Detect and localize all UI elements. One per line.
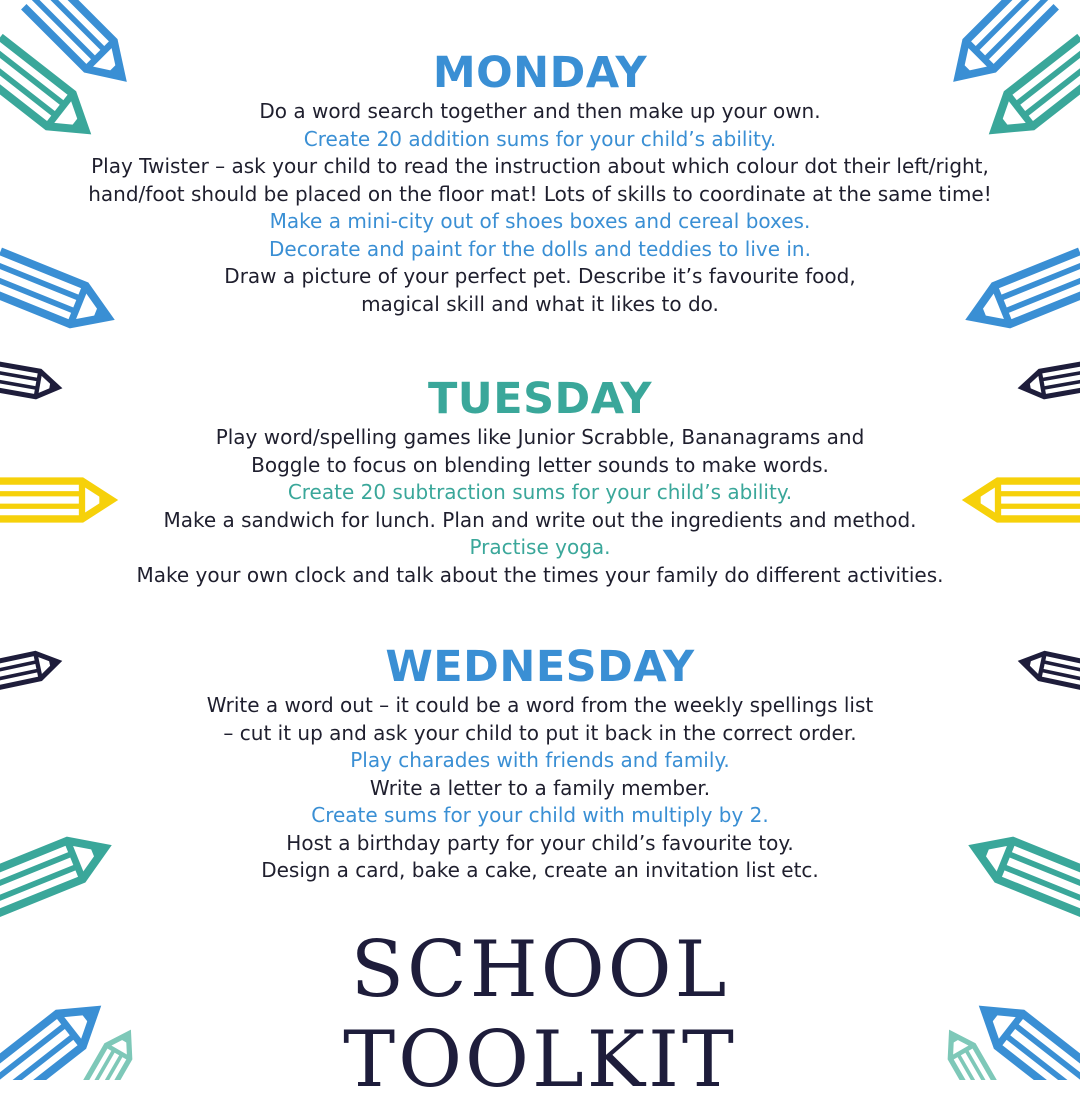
monday-section bbox=[60, 48, 1020, 318]
activity-line: Decorate and paint for the dolls and teddies to live in. bbox=[269, 236, 811, 261]
activity-line: Draw a picture of your perfect pet. Describe it’s favourite food, bbox=[224, 264, 856, 288]
pencil-icon bbox=[972, 994, 1080, 1080]
activity-line: Make a mini-city out of shoes boxes and cereal boxes. bbox=[269, 209, 811, 233]
activity-line: magical skill and what it likes to do. bbox=[361, 291, 719, 316]
pencil-icon bbox=[1020, 649, 1080, 691]
activity-line: Make your own clock and talk about the times your family do different activities. bbox=[136, 562, 944, 587]
activity-line: Play charades with friends and family. bbox=[350, 748, 730, 772]
activity-line: Write a letter to a family member. bbox=[369, 775, 711, 800]
monday-activity-list bbox=[60, 98, 1020, 318]
pencil-icon bbox=[1020, 361, 1080, 400]
wednesday-section bbox=[60, 642, 1020, 885]
activity-line: – cut it up and ask your child to put it back in the correct order. bbox=[223, 720, 857, 745]
brand-logo-text: SCHOOL TOOLKIT bbox=[343, 925, 737, 1105]
activity-line: Do a word search together and then make up your own. bbox=[259, 99, 821, 123]
monday-title: MONDAY bbox=[432, 48, 648, 98]
wednesday-title: WEDNESDAY bbox=[385, 642, 695, 692]
tuesday-activity-list bbox=[60, 424, 1020, 589]
pencil-icon bbox=[0, 649, 60, 691]
tuesday-title: TUESDAY bbox=[427, 374, 653, 424]
pencil-icon bbox=[76, 1027, 140, 1080]
tuesday-section bbox=[60, 374, 1020, 589]
activity-line: Create 20 subtraction sums for your child’s ability. bbox=[287, 480, 793, 504]
activity-line: Design a card, bake a cake, create an invitation list etc. bbox=[261, 858, 819, 882]
activity-line: Play Twister – ask your child to read the instruction about which colour dot their left/right, bbox=[91, 154, 989, 178]
activity-line: Boggle to focus on blending letter sounds to make words. bbox=[251, 452, 829, 477]
wednesday-activity-list bbox=[60, 692, 1020, 885]
activity-line: Create sums for your child with multiply by 2. bbox=[311, 803, 769, 827]
activity-line: hand/foot should be placed on the floor mat! Lots of skills to coordinate at the same time! bbox=[88, 181, 992, 206]
pencil-icon bbox=[940, 1027, 1004, 1080]
activity-line: Write a word out – it could be a word from the weekly spellings list bbox=[206, 693, 874, 717]
pencil-icon bbox=[0, 994, 108, 1080]
activity-line: Host a birthday party for your child’s favourite toy. bbox=[286, 830, 794, 855]
activity-line: Practise yoga. bbox=[469, 535, 611, 559]
pencil-icon bbox=[0, 361, 60, 400]
activity-line: Play word/spelling games like Junior Scrabble, Bananagrams and bbox=[215, 425, 865, 449]
activity-line: Make a sandwich for lunch. Plan and write out the ingredients and method. bbox=[163, 507, 917, 532]
activity-line: Create 20 addition sums for your child’s ability. bbox=[303, 126, 777, 151]
